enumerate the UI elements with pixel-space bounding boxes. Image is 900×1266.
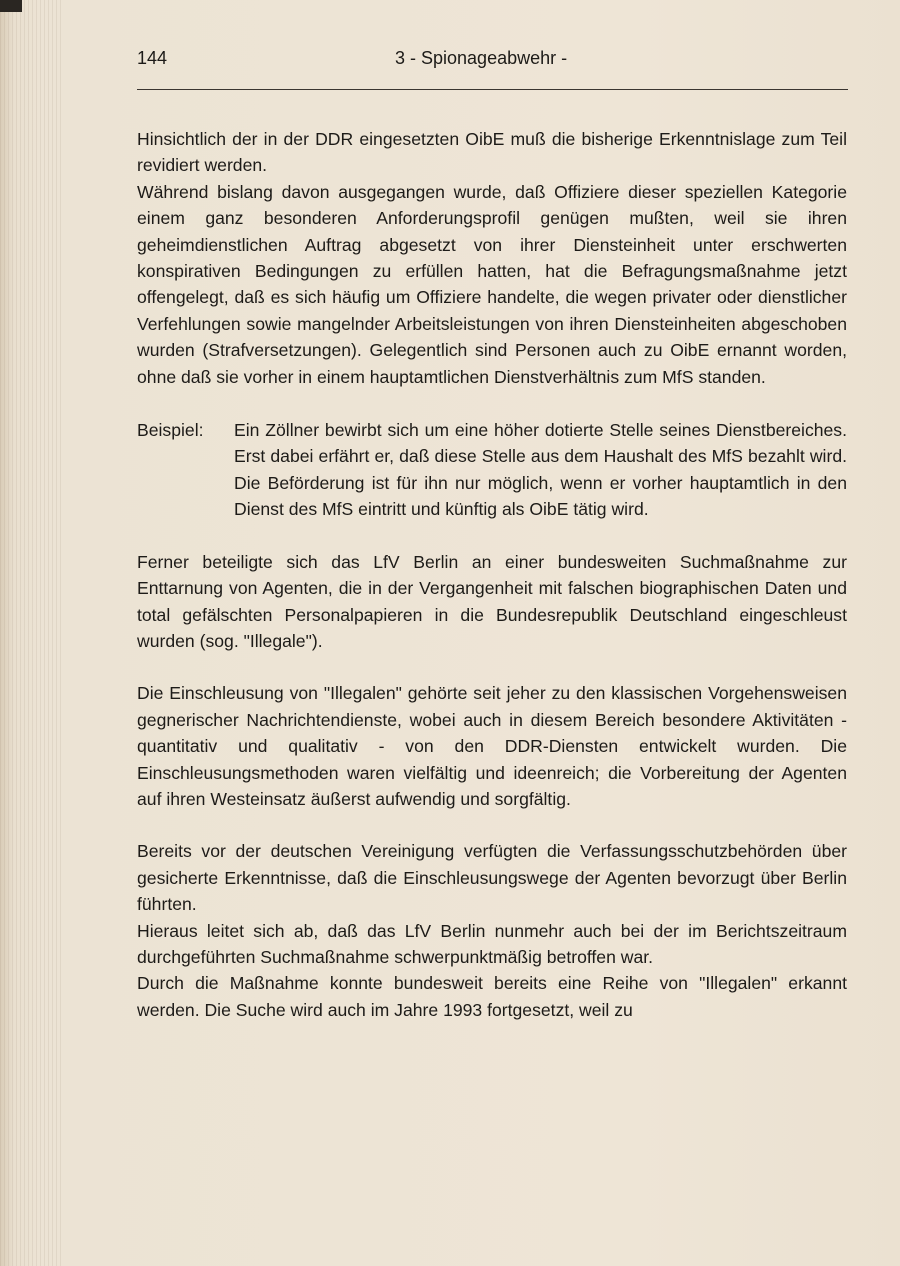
paragraph-results: Durch die Maßnahme konnte bundesweit bereits eine Reihe von "Illegalen" erkannt werden. Die Suche wird auch im Jahre 1993 fortgesetzt, weil zu — [137, 973, 847, 1020]
paragraph-oibe-intro: Hinsichtlich der in der DDR eingesetzten OibE muß die bisherige Erkenntnislage zum Teil revidiert werden. — [137, 129, 847, 176]
paragraph-berlin-routes: Bereits vor der deutschen Vereinigung verfügten die Verfassungsschutzbehörden über gesicherte Erkenntnisse, daß die Einschleusungswege der Agenten bevorzugt über Berlin führten. — [137, 841, 847, 915]
example-label: Beispiel: — [137, 420, 204, 441]
example-text: Ein Zöllner bewirbt sich um eine höher dotierte Stelle seines Dienstbereiches. Erst dabei erfährt er, daß diese Stelle aus dem Haushalt des MfS bezahlt wird. Die Beförderung ist für ihn nur möglich, wenn er vorher hauptamtlich in den Dienst des MfS eintritt und künftig als OibE tätig wird. — [234, 420, 847, 520]
paragraph-search-measure: Ferner beteiligte sich das LfV Berlin an einer bundesweiten Suchmaßnahme zur Enttarnung von Agenten, die in der Vergangenheit mit falschen biographischen Daten und total gefälschten Personalpapieren in die Bundesrepublik Deutschland eingeschleust wurden (sog. "Illegale"). — [137, 551, 847, 651]
page-number: 144 — [137, 48, 168, 68]
body-text — [137, 126, 847, 1023]
paragraph-illegals-methods: Die Einschleusung von "Illegalen" gehörte seit jeher zu den klassischen Vorgehensweisen gegnerischer Nachrichtendienste, wobei auch in diesem Bereich besondere Aktivitäten - quantitativ und qualitativ - von den DDR-Diensten entwickelt wurden. Die Einschleusungsmethoden waren vielfältig und ideenreich; die Vorbereitung der Agenten auf ihren Westeinsatz äußerst aufwendig und sorgfältig. — [137, 683, 847, 809]
page-binding-edge — [0, 0, 64, 1266]
running-title: 3 - Spionageabwehr - — [395, 48, 568, 68]
paragraph-oibe-details: Während bislang davon ausgegangen wurde, daß Offiziere dieser speziellen Kategorie einem ganz besonderen Anforderungsprofil genügen mußten, weil sie ihren geheimdienstlichen Auftrag abgesetzt von ihrer Diensteinheit unter erschwerten konspirativen Bedingungen zu erfüllen hatten, hat die Befragungsmaßnahme jetzt offengelegt, daß es sich häufig um Offiziere handelte, die wegen privater oder dienstlicher Verfehlungen sowie mangelnder Arbeitsleistungen von ihren Diensteinheiten abgeschoben wurden (Strafversetzungen). Gelegentlich sind Personen auch zu OibE ernannt worden, ohne daß sie vorher in einem hauptamtlichen Dienstverhältnis zum MfS standen. — [137, 181, 847, 387]
header-rule — [137, 89, 848, 90]
corner-mark — [0, 0, 22, 12]
example-block — [137, 417, 847, 523]
paragraph-berlin-focus: Hieraus leitet sich ab, daß das LfV Berlin nunmehr auch bei der im Berichtszeitraum durchgeführten Suchmaßnahme schwerpunktmäßig betroffen war. — [137, 920, 847, 967]
page-header — [137, 48, 847, 76]
